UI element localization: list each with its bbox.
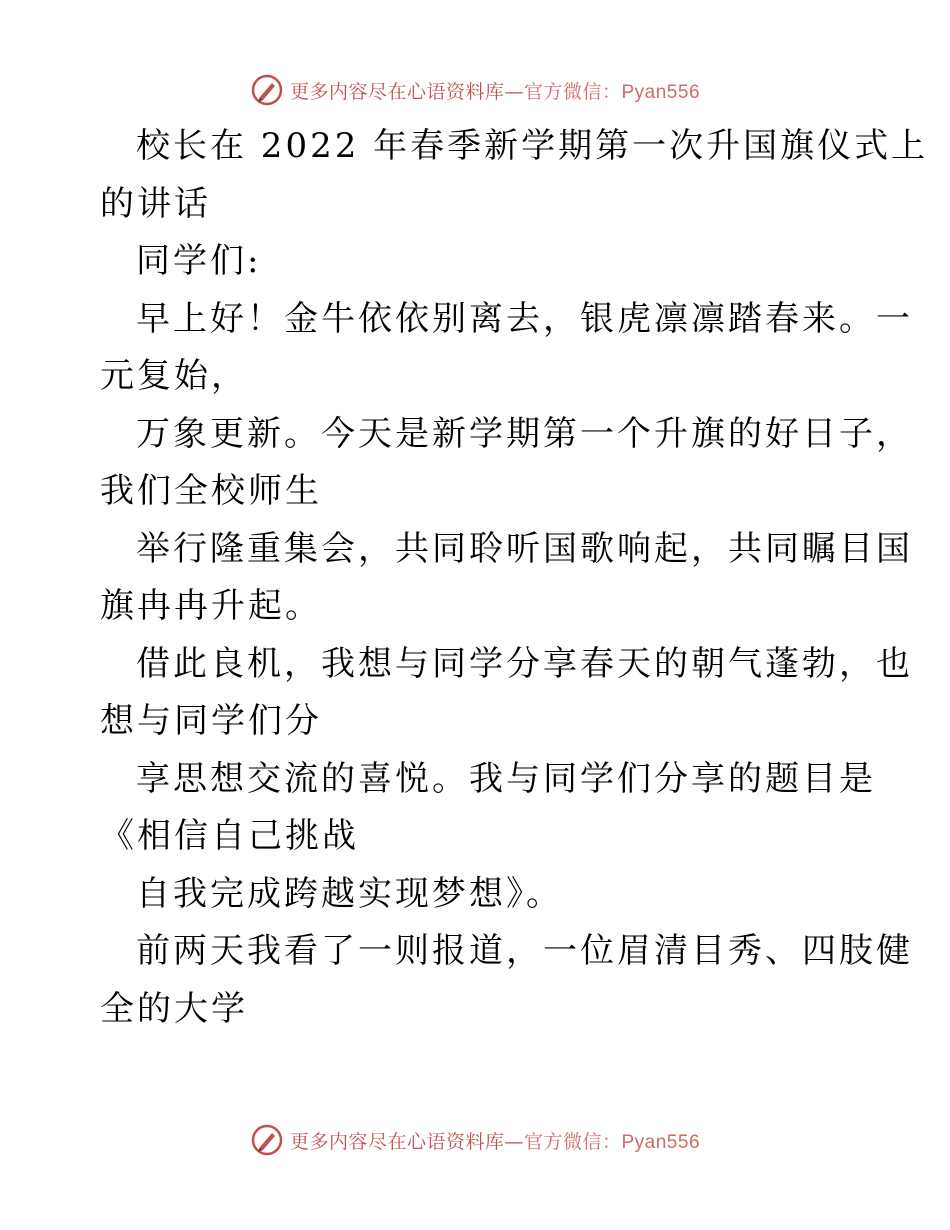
- text-line: 元复始，: [100, 356, 248, 396]
- text-line: 我们全校师生: [100, 471, 322, 511]
- header-banner-sep: —: [504, 80, 524, 103]
- footer-banner-main: 更多内容尽在心语资料库: [289, 1130, 505, 1153]
- footer-banner: [0, 1120, 950, 1160]
- pen-logo-icon: [250, 73, 284, 107]
- text-line: 借此良机，我想与同学分享春天的朝气蓬勃，也: [136, 643, 913, 684]
- text-line: 全的大学: [100, 988, 248, 1029]
- speech-body: [100, 118, 929, 1038]
- header-banner-text: [290, 77, 700, 104]
- text-line: 举行隆重集会，共同聆听国歌响起，共同瞩目国: [136, 528, 913, 569]
- text-line: 旗冉冉升起。: [100, 586, 322, 626]
- text-line: 《相信自己挑战: [100, 816, 359, 856]
- footer-banner-text: [290, 1127, 700, 1154]
- header-banner-contact: 官方微信：Pyan556: [524, 81, 701, 103]
- text-line: 前两天我看了一则报道，一位眉清目秀、四肢健: [136, 931, 913, 971]
- text-line: 想与同学们分: [100, 701, 322, 741]
- text-line: 同学们:: [136, 241, 262, 281]
- header-banner: [0, 70, 950, 110]
- footer-banner-sep: —: [504, 1130, 524, 1153]
- text-line: 万象更新。今天是新学期第一个升旗的好日子，: [136, 413, 913, 454]
- footer-banner-contact: 官方微信：Pyan556: [524, 1131, 701, 1153]
- text-line: 校长在 2022 年春季新学期第一次升国旗仪式上: [136, 126, 929, 166]
- pen-logo-icon: [250, 1123, 284, 1157]
- text-line: 的讲话: [100, 183, 211, 224]
- text-line: 早上好！金牛依依别离去，银虎凛凛踏春来。一: [136, 298, 913, 339]
- text-line: 享思想交流的喜悦。我与同学们分享的题目是: [136, 758, 876, 799]
- header-banner-main: 更多内容尽在心语资料库: [289, 80, 505, 103]
- text-line: 自我完成跨越实现梦想》。: [136, 873, 563, 914]
